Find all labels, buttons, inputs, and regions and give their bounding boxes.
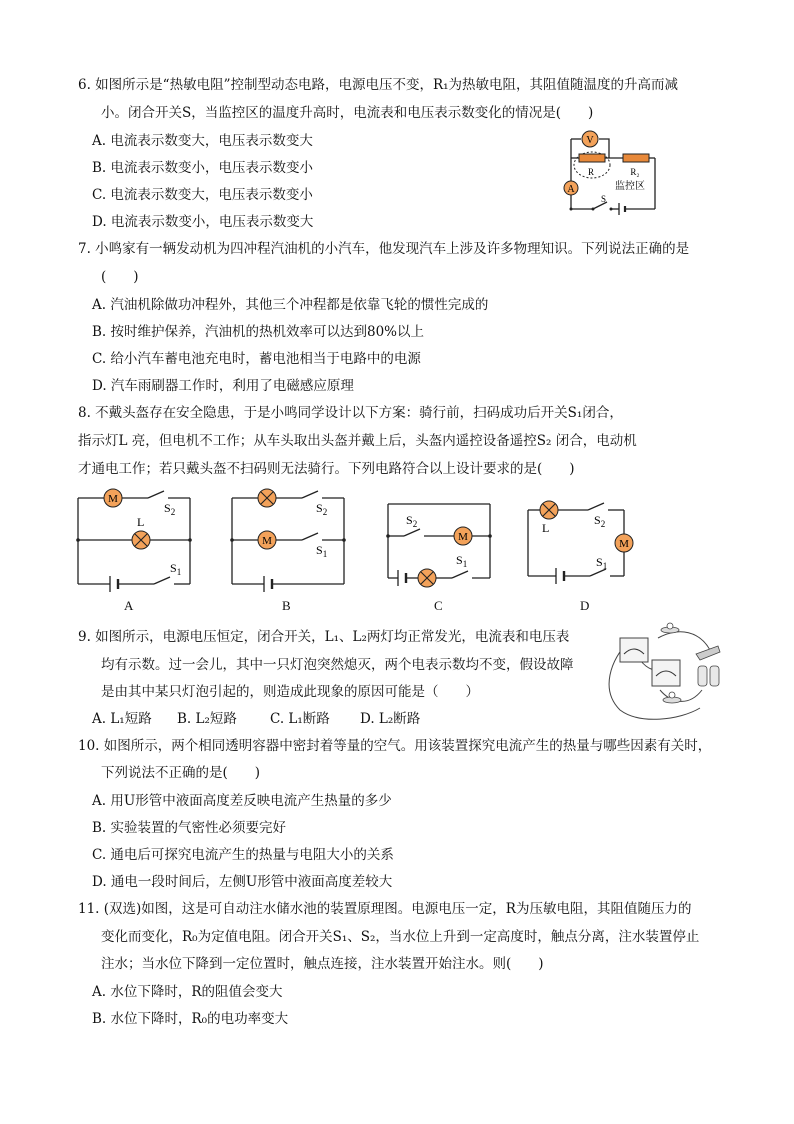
q7-option-b: B. 按时维护保养，汽油机的热机效率可以达到80%以上: [92, 324, 425, 340]
q8a-lamp-label: L: [137, 515, 145, 529]
q8-stem-line1: 8. 不戴头盔存在安全隐患，于是小鸣同学设计以下方案：骑行前，扫码成功后开关S₁闭合，: [78, 405, 623, 421]
q11-stem-line2: 变化而变化，R₀为定值电阻。闭合开关S₁、S₂，当水位上升到一定高度时，触点分离，注水装置停止: [101, 929, 700, 945]
q6-option-a: A. 电流表示数变大，电压表示数变大: [92, 133, 313, 149]
q9-stem-line3: 是由其中某只灯泡引起的，则造成此现象的原因可能是（ ）: [101, 684, 479, 700]
q8c-motor: M: [458, 531, 468, 543]
q9-stem-line1: 9. 如图所示，电源电压恒定，闭合开关，L₁、L₂两灯均正常发光，电流表和电压表: [78, 629, 570, 645]
q6-voltmeter-label: V: [586, 135, 594, 146]
q8-label-a: A: [124, 598, 134, 613]
q8-stem-line3: 才通电工作；若只戴头盔不扫码则无法骑行。下列电路符合以上设计要求的是( ): [78, 461, 575, 477]
q8-label-d: D: [580, 598, 590, 613]
q6-option-b: B. 电流表示数变小，电压表示数变小: [92, 160, 314, 176]
q8-circuit-a: [70, 484, 200, 594]
q9-option-b: B. L₂短路: [177, 711, 237, 727]
q8b-s1-sub: 1: [322, 549, 328, 559]
q7-option-d: D. 汽车雨刷器工作时，利用了电磁感应原理: [92, 378, 354, 394]
q9-stem-line2: 均有示数。过一会儿，其中一只灯泡突然熄灭，两个电表示数均不变，假设故障: [101, 657, 574, 673]
q8c-s1-sub: 1: [462, 559, 468, 569]
q8c-s1: S: [456, 553, 463, 567]
q10-option-b: B. 实验装置的气密性必须要完好: [92, 820, 287, 836]
q8d-s1: S: [596, 555, 603, 569]
q6-r1-label: R: [587, 167, 595, 177]
q7-stem-line2: ( ): [101, 269, 139, 285]
svg-text:S1: [596, 555, 607, 571]
q8b-s1: S: [316, 543, 323, 557]
q11-option-b: B. 水位下降时，R₀的电功率变大: [92, 1011, 289, 1027]
q7-option-a: A. 汽油机除做功冲程外，其他三个冲程都是依靠飞轮的惯性完成的: [92, 297, 489, 313]
q6-zone-label: 监控区: [615, 181, 645, 192]
q8c-s2-sub: 2: [412, 519, 418, 529]
q10-option-a: A. 用U形管中液面高度差反映电流产生热量的多少: [92, 793, 392, 809]
q8a-s2-sub: 2: [170, 507, 176, 517]
q8-label-b: B: [282, 598, 291, 613]
svg-text:S2: [164, 501, 175, 517]
q6-stem-line1: 6. 如图所示是“热敏电阻”控制型动态电路，电源电压不变，R₁为热敏电阻，其阻值随温度的升高而减: [78, 77, 679, 93]
svg-text:S1: [456, 553, 467, 569]
q8b-motor: M: [262, 535, 272, 547]
q8d-s2: S: [594, 513, 601, 527]
q9-option-a: A. L₁短路: [92, 711, 152, 727]
q8c-s2: S: [406, 513, 413, 527]
svg-text:S1: [316, 543, 327, 559]
q8a-s1: S: [170, 561, 177, 575]
q6-switch-label: S: [601, 194, 607, 204]
q8-stem-line2: 指示灯L 亮，但电机不工作；从车头取出头盔并戴上后，头盔内遥控设备遥控S₂ 闭合，电动机: [78, 433, 637, 449]
q11-stem-line1: 11. (双选)如图，这是可自动注水储水池的装置原理图。电源电压一定，R为压敏电阻，其阻值随压力的: [78, 901, 692, 917]
q8-circuit-b: [224, 484, 354, 594]
q10-stem-line1: 10. 如图所示，两个相同透明容器中密封着等量的空气。用该装置探究电流产生的热量与哪些因素有关时，: [78, 738, 712, 754]
q9-option-c: C. L₁断路: [270, 711, 330, 727]
svg-text:S1: [170, 561, 181, 577]
q8d-lamp-label: L: [542, 521, 550, 535]
q8-circuit-d: [522, 490, 642, 590]
q8b-s2: S: [316, 501, 323, 515]
q9-apparatus-illustration: [600, 620, 730, 730]
q10-stem-line2: 下列说法不正确的是( ): [101, 765, 261, 781]
q11-stem-line3: 注水；当水位下降到一定位置时，触点连接，注水装置开始注水。则( ): [101, 956, 544, 972]
q6-circuit-diagram: [555, 125, 665, 215]
q8d-motor: M: [619, 538, 629, 550]
svg-text:S2: [316, 501, 327, 517]
q10-option-d: D. 通电一段时间后，左侧U形管中液面高度差较大: [92, 874, 393, 890]
q6-stem-line2: 小。闭合开关S，当监控区的温度升高时，电流表和电压表示数变化的情况是( ): [101, 105, 594, 121]
q11-option-a: A. 水位下降时，R的阻值会变大: [92, 984, 283, 1000]
q8-label-c: C: [434, 598, 443, 613]
q6-r2-label: R₂: [630, 167, 640, 177]
q8d-s1-sub: 1: [602, 561, 608, 571]
svg-text:S2: [594, 513, 605, 529]
q7-stem-line1: 7. 小鸣家有一辆发动机为四冲程汽油机的小汽车，他发现汽车上涉及许多物理知识。下列说法正确的是: [78, 241, 690, 257]
q8-circuit-c: [380, 492, 500, 592]
q6-option-c: C. 电流表示数变大，电压表示数变小: [92, 187, 313, 203]
svg-text:S2: [406, 513, 417, 529]
q7-option-c: C. 给小汽车蓄电池充电时，蓄电池相当于电路中的电源: [92, 351, 421, 367]
q8a-s2: S: [164, 501, 171, 515]
q9-option-d: D. L₂断路: [360, 711, 421, 727]
q8a-s1-sub: 1: [176, 567, 182, 577]
q8d-s2-sub: 2: [600, 519, 606, 529]
q6-ammeter-label: A: [567, 184, 575, 195]
q10-option-c: C. 通电后可探究电流产生的热量与电阻大小的关系: [92, 847, 394, 863]
q8b-s2-sub: 2: [322, 507, 328, 517]
q6-option-d: D. 电流表示数变小，电压表示数变大: [92, 214, 314, 230]
q8a-motor: M: [108, 493, 118, 505]
